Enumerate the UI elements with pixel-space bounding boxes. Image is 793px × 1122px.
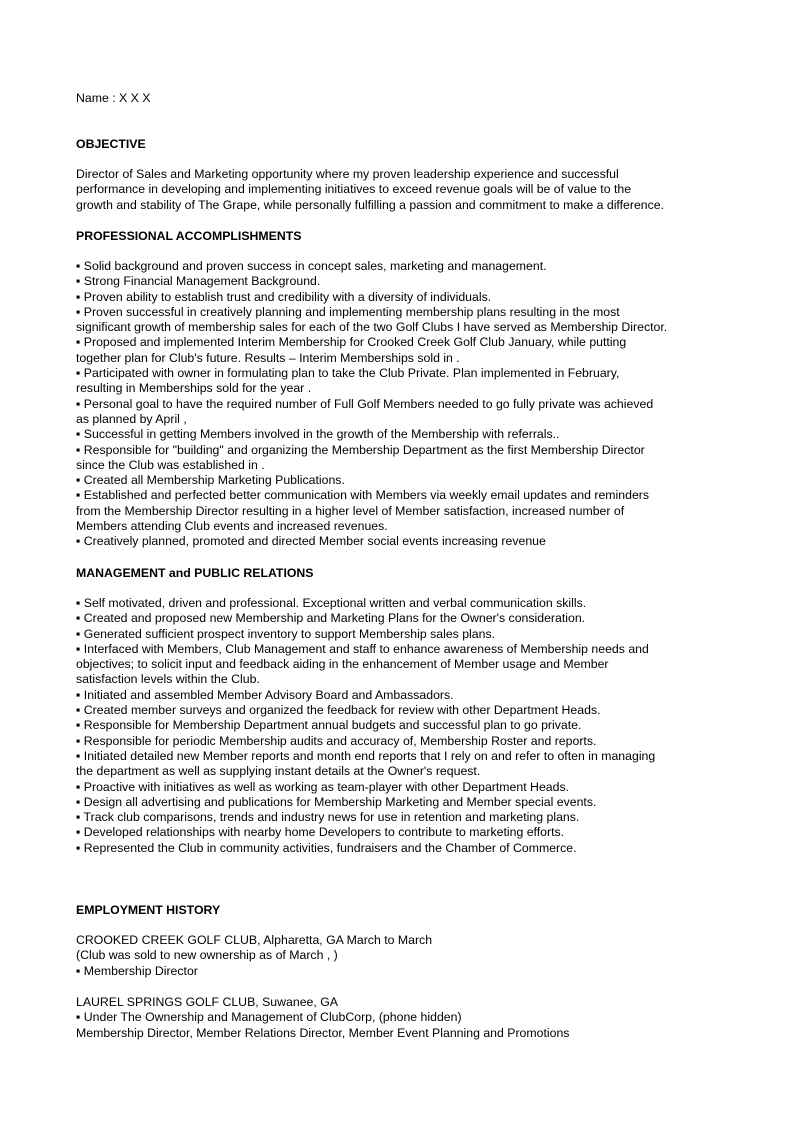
accomplishment-line: ▪ Proven successful in creatively planning and implementing membership plans resulting in the most [76, 304, 620, 319]
candidate-name: Name : X X X [76, 91, 151, 105]
employment-heading: EMPLOYMENT HISTORY [76, 903, 221, 917]
employment-line: CROOKED CREEK GOLF CLUB, Alpharetta, GA March to March [76, 933, 433, 947]
management-line: ▪ Initiated and assembled Member Advisory Board and Ambassadors. [76, 687, 454, 702]
management-line: the department as well as supplying instant details at the Owner's request. [76, 764, 481, 779]
accomplishment-line: ▪ Participated with owner in formulating plan to take the Club Private. Plan implemented in February, [76, 366, 620, 381]
accomplishment-line: ▪ Solid background and proven success in concept sales, marketing and management. [76, 259, 547, 273]
management-line: ▪ Design all advertising and publications for Membership Marketing and Member special events. [76, 794, 597, 809]
employment-entry-crooked-creek [76, 933, 432, 979]
management-line: ▪ Self motivated, driven and professional. Exceptional written and verbal communication skills. [76, 596, 587, 610]
employment-line: LAUREL SPRINGS GOLF CLUB, Suwanee, GA [76, 995, 338, 1009]
management-line: ▪ Created and proposed new Membership and Marketing Plans for the Owner's consideration. [76, 611, 586, 626]
accomplishment-line: ▪ Proven ability to establish trust and credibility with a diversity of individuals. [76, 289, 492, 304]
employment-entry-laurel-springs [76, 995, 569, 1041]
objective-line: performance in developing and implementing initiatives to exceed revenue goals will be of value to the [76, 182, 632, 197]
accomplishment-line: as planned by April , [76, 411, 187, 426]
accomplishment-line: significant growth of membership sales for each of the two Golf Clubs I have served as Membership Director. [76, 320, 668, 335]
accomplishment-line: ▪ Proposed and implemented Interim Membership for Crooked Creek Golf Club January, while putting [76, 335, 627, 350]
management-line: ▪ Proactive with initiatives as well as working as team-player with other Department Heads. [76, 779, 570, 794]
objective-text [76, 167, 664, 213]
management-line: objectives; to solicit input and feedback aiding in the enhancement of Member usage and Member [76, 657, 609, 672]
accomplishment-line: ▪ Responsible for "building" and organizing the Membership Department as the first Membership Director [76, 442, 645, 457]
objective-line: Director of Sales and Marketing opportunity where my proven leadership experience and successful [76, 167, 619, 181]
accomplishment-line: ▪ Creatively planned, promoted and directed Member social events increasing revenue [76, 534, 546, 549]
accomplishment-line: ▪ Strong Financial Management Background. [76, 274, 321, 289]
accomplishment-line: ▪ Personal goal to have the required number of Full Golf Members needed to go fully private was achieved [76, 396, 654, 411]
objective-heading: OBJECTIVE [76, 137, 146, 151]
accomplishment-line: ▪ Created all Membership Marketing Publications. [76, 473, 345, 488]
management-list [76, 596, 655, 856]
accomplishment-line: ▪ Established and perfected better communication with Members via weekly email updates and reminders [76, 488, 650, 503]
accomplishment-line: resulting in Memberships sold for the year . [76, 381, 312, 396]
employment-line: (Club was sold to new ownership as of March , ) [76, 948, 338, 963]
management-line: ▪ Represented the Club in community activities, fundraisers and the Chamber of Commerce. [76, 840, 577, 855]
management-heading: MANAGEMENT and PUBLIC RELATIONS [76, 566, 314, 580]
management-line: ▪ Responsible for Membership Department annual budgets and successful plan to go private. [76, 718, 582, 733]
management-line: ▪ Initiated detailed new Member reports and month end reports that I rely on and refer to often in managing [76, 748, 656, 763]
employment-line: ▪ Membership Director [76, 963, 198, 978]
accomplishment-line: together plan for Club's future. Results – Interim Memberships sold in . [76, 350, 460, 365]
management-line: ▪ Created member surveys and organized the feedback for review with other Department Heads. [76, 703, 601, 718]
employment-line: ▪ Under The Ownership and Management of ClubCorp, (phone hidden) [76, 1010, 462, 1025]
accomplishment-line: ▪ Successful in getting Members involved in the growth of the Membership with referrals.. [76, 427, 560, 442]
accomplishment-line: since the Club was established in . [76, 457, 265, 472]
accomplishments-heading: PROFESSIONAL ACCOMPLISHMENTS [76, 229, 302, 243]
accomplishment-line: Members attending Club events and increased revenues. [76, 519, 388, 534]
management-line: ▪ Responsible for periodic Membership audits and accuracy of, Membership Roster and reports. [76, 733, 597, 748]
management-line: ▪ Generated sufficient prospect inventory to support Membership sales plans. [76, 626, 496, 641]
accomplishments-list [76, 259, 667, 550]
management-line: ▪ Interfaced with Members, Club Management and staff to enhance awareness of Membership needs and [76, 641, 649, 656]
management-line: ▪ Track club comparisons, trends and industry news for use in retention and marketing plans. [76, 810, 580, 825]
management-line: ▪ Developed relationships with nearby home Developers to contribute to marketing efforts. [76, 825, 565, 840]
employment-line: Membership Director, Member Relations Director, Member Event Planning and Promotions [76, 1025, 570, 1040]
accomplishment-line: from the Membership Director resulting in a higher level of Member satisfaction, increased number of [76, 503, 625, 518]
management-line: satisfaction levels within the Club. [76, 672, 260, 687]
objective-line: growth and stability of The Grape, while personally fulfilling a passion and commitment to make a difference. [76, 197, 665, 212]
